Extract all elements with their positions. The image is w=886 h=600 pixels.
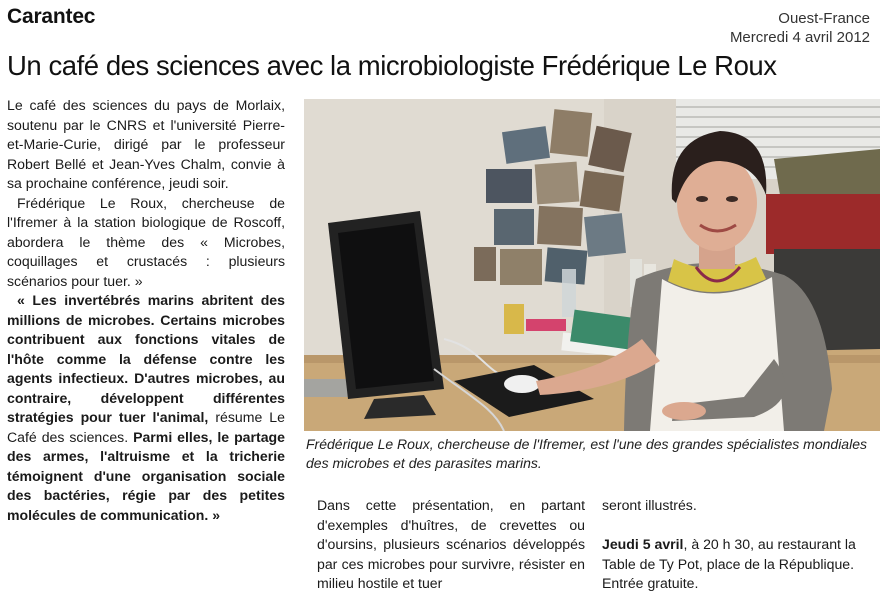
quote-part-2: Parmi elles, le partage des armes, l'altruisme et la tricherie témoignent d'une organisation sociale des bactéries, régie par des petites molécules de communication. » bbox=[7, 428, 285, 523]
photo-caption: Frédérique Le Roux, chercheuse de l'Ifremer, est l'une des grandes spécialistes mondiales des microbes et des parasites marins. bbox=[306, 436, 867, 471]
source-info bbox=[730, 9, 870, 47]
article-column-left bbox=[7, 96, 285, 525]
event-details: , à 20 h 30, au restaurant la Table de Ty Pot, place de la République. Entrée gratuite. bbox=[602, 536, 856, 591]
article-photo bbox=[304, 99, 880, 431]
article-paragraph-presentation: Dans cette présentation, en partant d'exemples d'huîtres, de crevettes ou d'oursins, plusieurs scénarios développés par ces microbes pour survivre, résister en milieu hostile et tuer bbox=[317, 497, 585, 591]
event-info bbox=[602, 535, 878, 594]
presentation-conclusion: seront illustrés. bbox=[602, 497, 697, 513]
quote-attribution: résume Le Café des sciences. bbox=[7, 409, 285, 445]
article-headline: Un café des sciences avec la microbiologiste Frédérique Le Roux bbox=[7, 50, 777, 81]
quote-part-1: « Les invertébrés marins abritent des millions de microbes. Certains microbes contribuent aux fonctions vitales de l'hôte comme la défense contre les agents infectieux. D'autres microbes, au contraire, développent différentes stratégies pour tuer l'animal, bbox=[7, 292, 285, 425]
article-column-right bbox=[602, 496, 878, 594]
section-place-name: Carantec bbox=[7, 5, 96, 28]
article-paragraph-speaker: Frédérique Le Roux, chercheuse de l'Ifremer à la station biologique de Roscoff, abordera le thème des « Microbes, coquillages et crustacés : plusieurs scénarios pour tuer. » bbox=[7, 194, 285, 289]
article-paragraph-quote bbox=[7, 291, 285, 525]
publication-date: Mercredi 4 avril 2012 bbox=[729, 29, 870, 46]
newspaper-name: Ouest-France bbox=[778, 10, 870, 27]
event-date: Jeudi 5 avril bbox=[602, 536, 684, 552]
article-paragraph-intro: Le café des sciences du pays de Morlaix, soutenu par le CNRS et l'université Pierre-et-Marie-Curie, dirigé par le professeur Robert Bellé et Jean-Yves Chalm, convie à sa prochaine conférence, jeudi soir. bbox=[7, 97, 285, 191]
